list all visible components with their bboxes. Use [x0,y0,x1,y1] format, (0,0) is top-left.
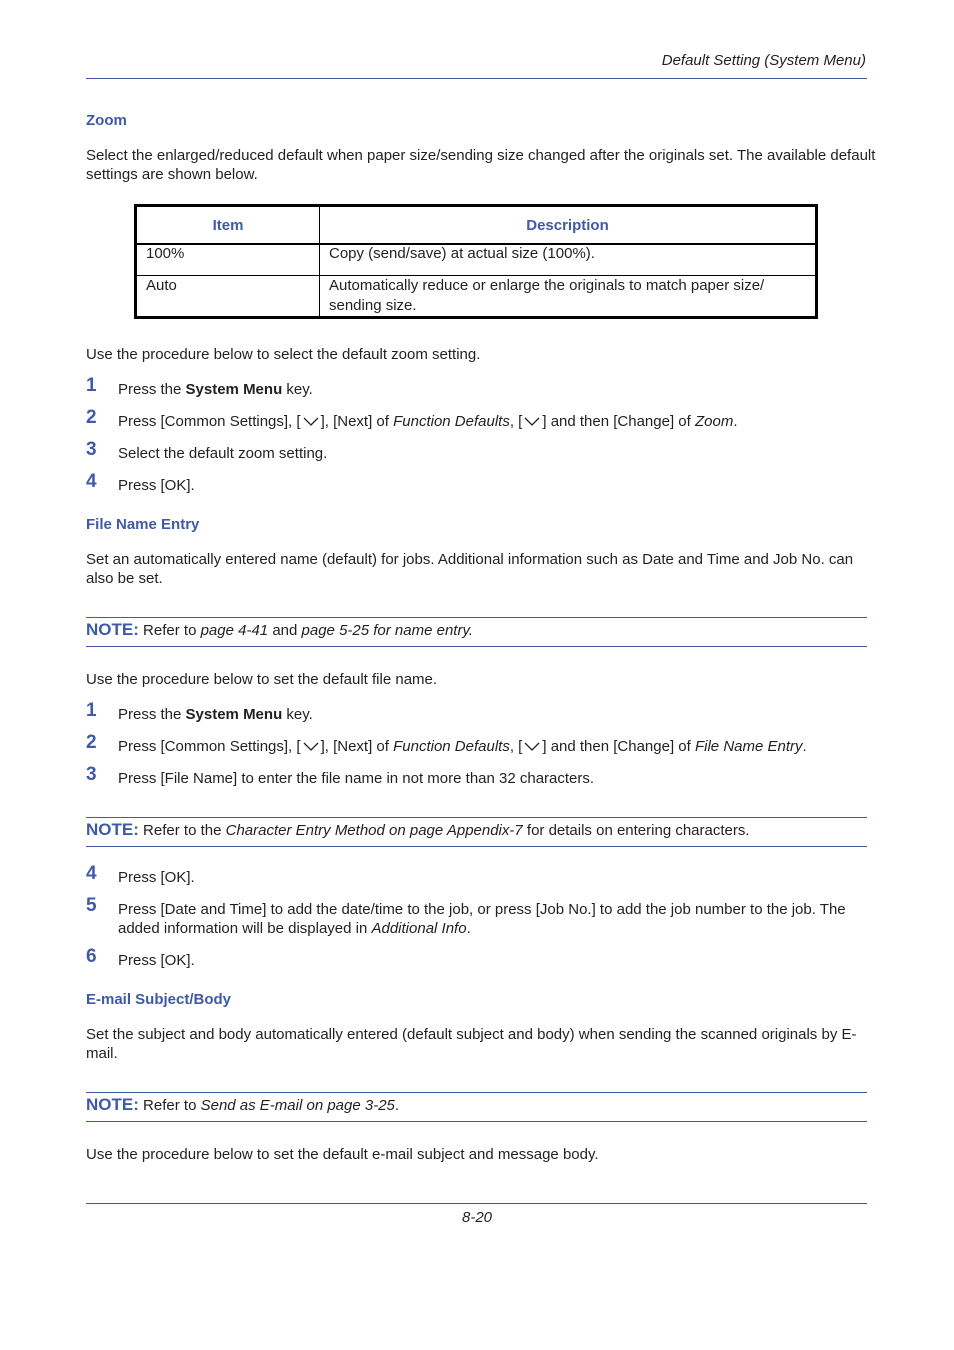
footer-rule [86,1203,867,1204]
step-number: 1 [86,375,97,396]
section-heading-email-subject-body: E-mail Subject/Body [86,991,232,1008]
step-number: 2 [86,407,97,428]
zoom-intro: Select the enlarged/reduced default when paper size/sending size changed after the originals set. The available default settings are shown below. [86,147,876,183]
step-text: Press [OK]. [118,952,195,969]
step-number: 6 [86,946,97,967]
step-text: Press the System Menu key. [118,381,313,398]
step-text: Press [OK]. [118,477,195,494]
step-number: 1 [86,700,97,721]
note: NOTE: Refer to the Character Entry Method on page Appendix-7 for details on entering characters. [86,820,750,839]
note-rule-bottom [86,846,867,847]
step-number: 4 [86,471,97,492]
section-heading-zoom: Zoom [86,112,127,129]
step-text: Press the System Menu key. [118,706,313,723]
step-text: Press [OK]. [118,869,195,886]
col-header-description: Description [320,206,817,245]
running-header: Default Setting (System Menu) [661,52,866,69]
cell-description: Copy (send/save) at actual size (100%). [320,244,817,276]
note: NOTE: Refer to Send as E-mail on page 3-25. [86,1095,400,1114]
step-number: 5 [86,895,97,916]
page-number: 8-20 [461,1209,493,1226]
step-number: 3 [86,439,97,460]
step-number: 3 [86,764,97,785]
step-text: Select the default zoom setting. [118,445,328,462]
step-text: Press [File Name] to enter the file name in not more than 32 characters. [118,770,595,787]
step-number: 4 [86,863,97,884]
note-rule-bottom [86,1121,867,1122]
email-intro: Set the subject and body automatically entered (default subject and body) when sending the scanned originals by E-mail. [86,1026,857,1062]
filename-intro: Set an automatically entered name (default) for jobs. Additional information such as Date and Time and Job No. can also be set. [86,551,854,587]
step-text: Press [Date and Time] to add the date/time to the job, or press [Job No.] to add the job number to the job. The added information will be displayed in Additional Info. [118,901,846,937]
chevron-down-icon [523,741,541,752]
step-text: Press [Common Settings], [ ], [Next] of Function Defaults, [ ] and then [Change] of Zoom. [118,413,738,430]
chevron-down-icon [302,741,320,752]
cell-item: 100% [136,244,320,276]
email-lead: Use the procedure below to set the default e-mail subject and message body. [86,1146,599,1163]
table-row [136,244,817,276]
chevron-down-icon [523,416,541,427]
step-text: Press [Common Settings], [ ], [Next] of Function Defaults, [ ] and then [Change] of File Name Entry. [118,738,807,755]
table-row [136,276,817,318]
col-header-item: Item [136,206,320,245]
cell-item: Auto [136,276,320,318]
chevron-down-icon [302,416,320,427]
zoom-lead: Use the procedure below to select the default zoom setting. [86,346,481,363]
note-rule-top [86,817,867,818]
zoom-table [134,204,818,319]
header-rule [86,78,867,79]
note-rule-top [86,1092,867,1093]
note-rule-top [86,617,867,618]
note-rule-bottom [86,646,867,647]
cell-description: Automatically reduce or enlarge the originals to match paper size/ sending size. [320,276,817,318]
filename-lead: Use the procedure below to set the default file name. [86,671,438,688]
section-heading-file-name-entry: File Name Entry [86,516,200,533]
step-number: 2 [86,732,97,753]
note: NOTE: Refer to page 4-41 and page 5-25 for name entry. [86,620,474,639]
note-label: NOTE: [86,820,139,839]
note-label: NOTE: [86,620,139,639]
note-label: NOTE: [86,1095,139,1114]
